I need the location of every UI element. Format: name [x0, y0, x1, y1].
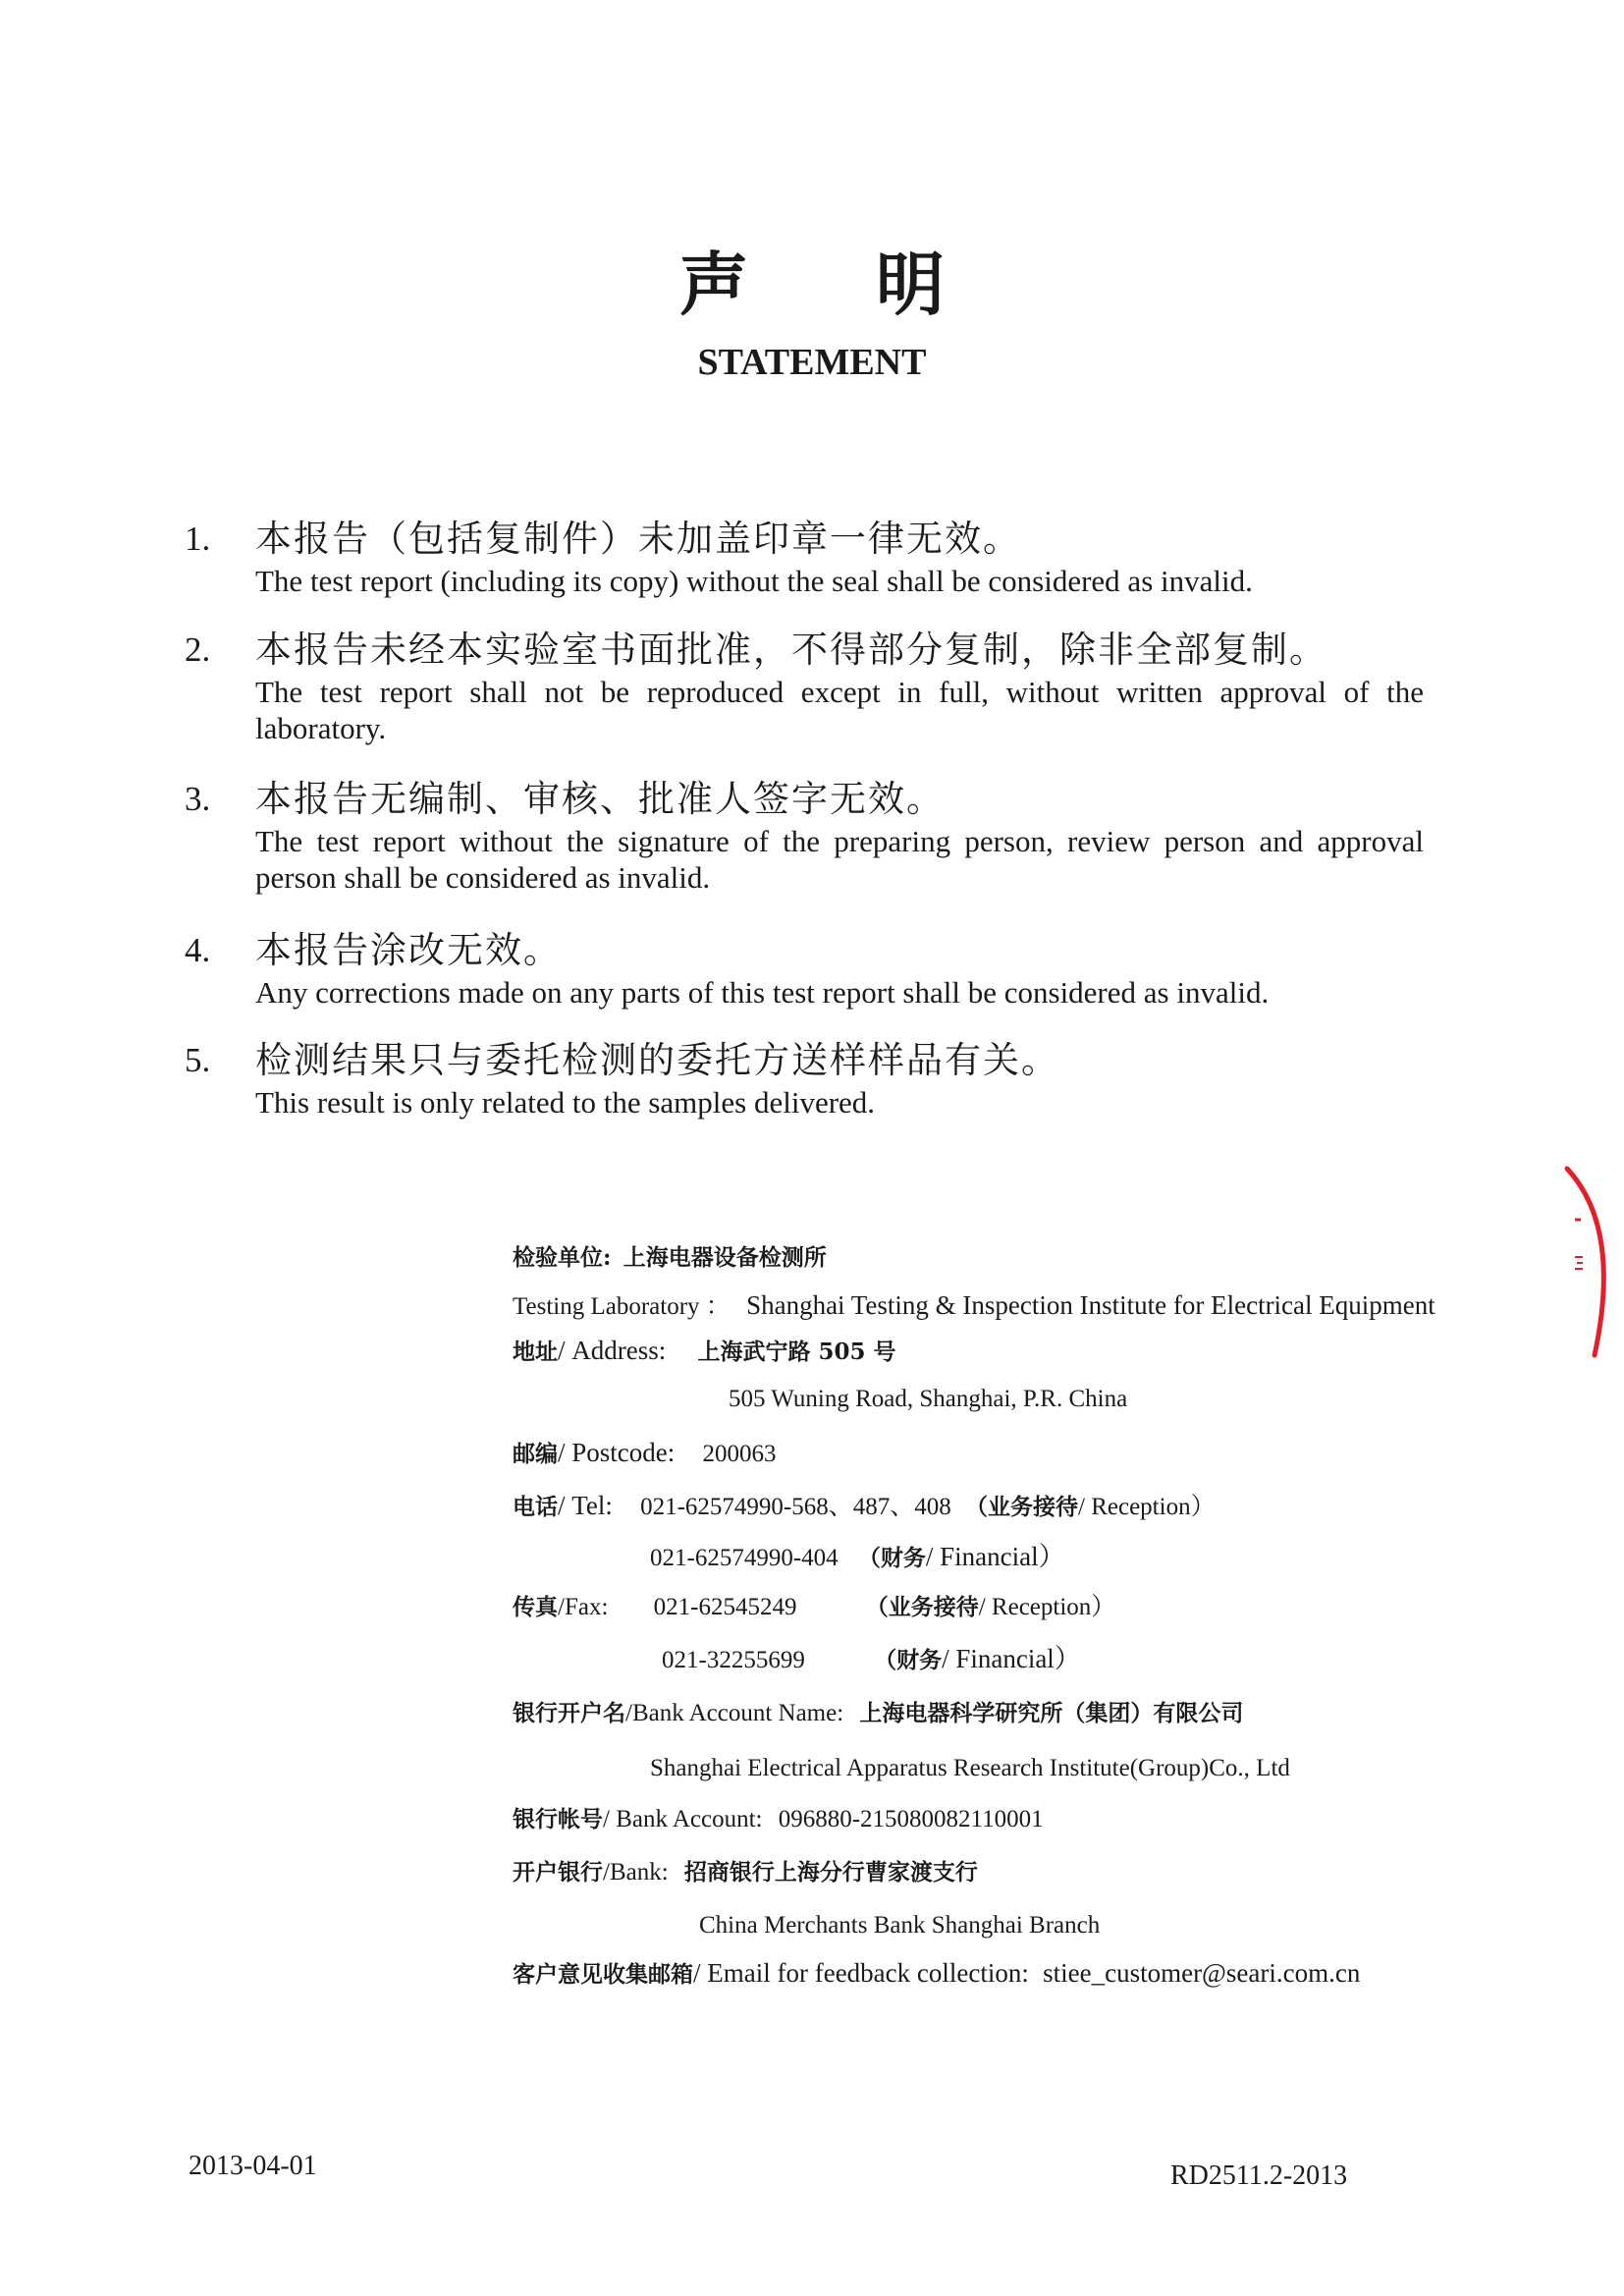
postcode-line — [513, 1436, 777, 1471]
email-line — [513, 1956, 1360, 1992]
item-text-en: The test report shall not be reproduced except in full, without written approval of the laboratory. — [255, 675, 1424, 745]
address-label-en: / Address: — [558, 1336, 667, 1365]
seal-arc — [1567, 1169, 1603, 1355]
address-cn-value: 上海武宁路 505 号 — [697, 1339, 896, 1365]
tel-label-en: / Tel: — [558, 1491, 613, 1520]
item-number: 3. — [185, 780, 211, 818]
item-text-en: Any corrections made on any parts of this test report shall be considered as invalid. — [255, 975, 1270, 1010]
bank-name-en: Shanghai Electrical Apparatus Research Institute(Group)Co., Ltd — [650, 1755, 1290, 1781]
fax-note-2-en: / Financial） — [942, 1644, 1081, 1673]
postcode-label-en: / Postcode: — [558, 1438, 676, 1467]
bank-account-line — [513, 1803, 1044, 1836]
tel-line-1 — [513, 1489, 1216, 1524]
seal-stamp-icon — [1532, 1159, 1624, 1375]
address-label-cn: 地址 — [513, 1339, 558, 1365]
lab-en-line — [513, 1288, 1435, 1324]
item-number: 4. — [185, 931, 211, 969]
item-text-en: The test report without the signature of the preparing person, review person and approval person shall be considered as invalid. — [255, 824, 1424, 895]
fax-line-1 — [513, 1591, 1115, 1624]
tel-value-1: 021-62574990-568、487、408 — [640, 1494, 951, 1520]
bank-en: China Merchants Bank Shanghai Branch — [699, 1912, 1101, 1939]
email-label-en: / Email for feedback collection: — [693, 1958, 1029, 1988]
fax-note-2-cn: （财务 — [874, 1647, 943, 1673]
bank-account-label-cn: 银行帐号 — [513, 1806, 603, 1832]
item-text-cn: 本报告涂改无效。 — [255, 929, 562, 971]
footer-date: 2013-04-01 — [189, 2151, 317, 2181]
tel-note-2-cn: （财务 — [857, 1545, 926, 1571]
item-number: 1. — [185, 519, 211, 558]
postcode-label-cn: 邮编 — [513, 1441, 558, 1467]
fax-label-cn: 传真 — [513, 1594, 558, 1620]
lab-cn-value: 上海电器设备检测所 — [623, 1244, 827, 1271]
email-label-cn: 客户意见收集邮箱 — [513, 1961, 693, 1988]
item-text-cn: 本报告未经本实验室书面批准，不得部分复制，除非全部复制。 — [255, 629, 1327, 671]
address-line — [513, 1334, 896, 1369]
bank-label-en: /Bank: — [603, 1859, 669, 1886]
bank-name-label-en: /Bank Account Name: — [625, 1700, 844, 1726]
bank-line — [513, 1856, 978, 1889]
seal-mark — [1575, 1257, 1583, 1269]
item-text-en: The test report (including its copy) without the seal shall be considered as invalid. — [255, 564, 1253, 598]
address-en-value: 505 Wuning Road, Shanghai, P.R. China — [729, 1386, 1128, 1412]
item-text-cn: 本报告无编制、审核、批准人签字无效。 — [255, 778, 945, 820]
tel-value-2: 021-62574990-404 — [650, 1545, 839, 1571]
tel-line-2 — [650, 1540, 1065, 1575]
bank-name-line — [513, 1697, 1243, 1730]
fax-value-1: 021-62545249 — [653, 1594, 797, 1620]
lab-en-label: Testing Laboratory ： — [513, 1293, 731, 1320]
bank-cn: 招商银行上海分行曹家渡支行 — [683, 1859, 978, 1886]
fax-note-1-cn: （业务接待 — [865, 1594, 979, 1620]
bank-account-label-en: / Bank Account: — [603, 1806, 763, 1832]
item-number: 2. — [185, 630, 211, 669]
bank-name-label-cn: 银行开户名 — [513, 1700, 625, 1726]
item-text-cn: 检测结果只与委托检测的委托方送样样品有关。 — [255, 1039, 1059, 1081]
tel-note-1-cn: （业务接待 — [965, 1494, 1079, 1520]
page-title-en: STATEMENT — [697, 342, 927, 383]
bank-label-cn: 开户银行 — [513, 1859, 603, 1886]
postcode-value: 200063 — [702, 1441, 777, 1467]
item-text-en: This result is only related to the samples delivered. — [255, 1085, 876, 1120]
tel-note-2-en: / Financial） — [925, 1542, 1065, 1571]
tel-label-cn: 电话 — [513, 1494, 558, 1520]
fax-note-1-en: / Reception） — [978, 1594, 1116, 1620]
item-text-cn: 本报告（包括复制件）未加盖印章一律无效。 — [255, 518, 1021, 560]
fax-label-en: /Fax: — [558, 1594, 609, 1620]
fax-value-2: 021-32255699 — [662, 1647, 805, 1673]
footer-code: RD2511.2-2013 — [1170, 2160, 1348, 2191]
lab-cn-label: 检验单位: — [513, 1244, 612, 1271]
tel-note-1-en: / Reception） — [1078, 1494, 1216, 1520]
page-title-cn: 声明 — [679, 244, 1072, 325]
lab-en-value: Shanghai Testing & Inspection Institute for Electrical Equipment — [746, 1290, 1435, 1320]
fax-line-2 — [662, 1642, 1081, 1677]
bank-account-value: 096880-215080082110001 — [778, 1806, 1044, 1832]
bank-name-cn: 上海电器科学研究所（集团）有限公司 — [859, 1700, 1244, 1726]
lab-cn-line — [513, 1241, 827, 1275]
item-number: 5. — [185, 1041, 211, 1079]
email-value: stiee_customer@seari.com.cn — [1043, 1958, 1361, 1988]
